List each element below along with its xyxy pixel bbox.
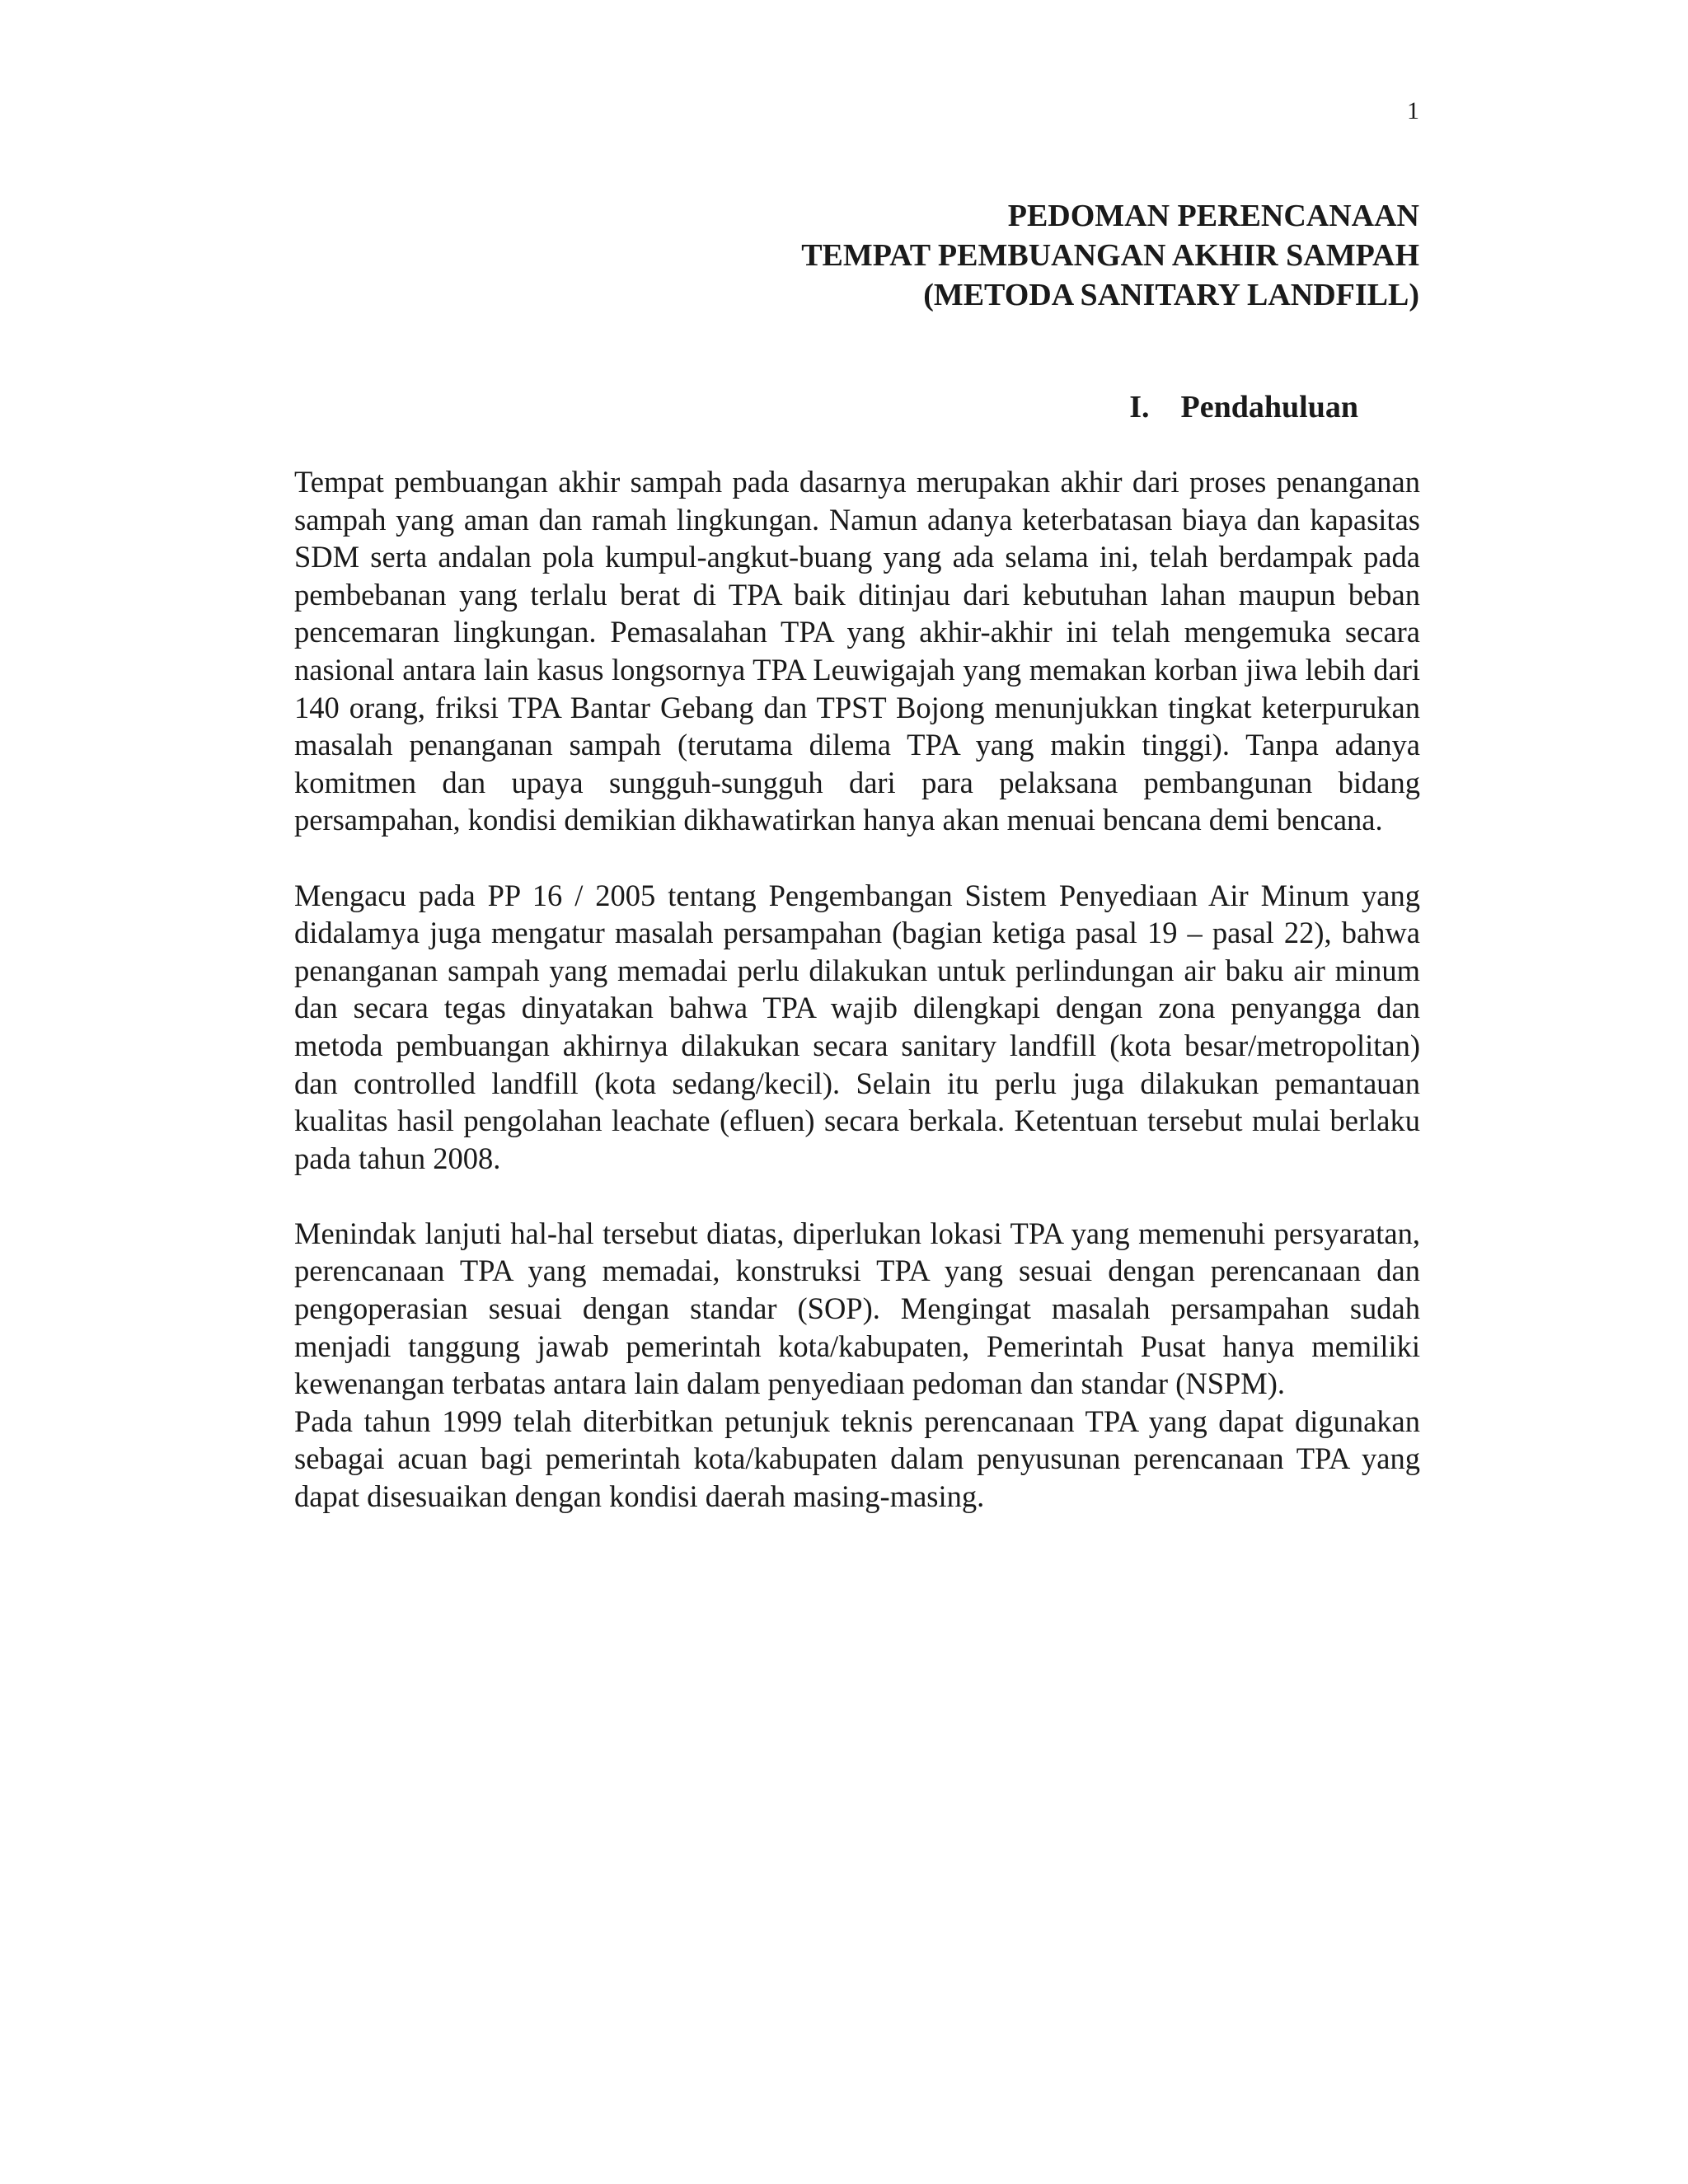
title-line-2: TEMPAT PEMBUANGAN AKHIR SAMPAH — [801, 238, 1419, 273]
title-line-3: (METODA SANITARY LANDFILL) — [923, 278, 1419, 312]
paragraph-3: Menindak lanjuti hal-hal tersebut diatas, diperlukan lokasi TPA yang memenuhi persyaratan, perencanaan TPA yang memadai, konstruksi TPA yang sesuai dengan perencanaan dan pengoperasian sesuai dengan standar (SOP). Mengingat masalah persampahan sudah menjadi tanggung jawab pemerintah kota/kabupaten, Pemerintah Pusat hanya memiliki kewenangan terbatas antara lain dalam penyediaan pedoman dan standar (NSPM). — [294, 1216, 1420, 1401]
title-line-1: PEDOMAN PERENCANAAN — [1007, 199, 1419, 233]
body-text — [294, 463, 1420, 1516]
section-title: Pendahuluan — [1180, 390, 1358, 424]
page-number: 1 — [1407, 97, 1419, 124]
paragraph-2: Mengacu pada PP 16 / 2005 tentang Pengembangan Sistem Penyediaan Air Minum yang didalamya juga mengatur masalah persampahan (bagian ketiga pasal 19 – pasal 22), bahwa penanganan sampah yang memadai perlu dilakukan untuk perlindungan air baku air minum dan secara tegas dinyatakan bahwa TPA wajib dilengkapi dengan zona penyangga dan metoda pembuangan akhirnya dilakukan secara sanitary landfill (kota besar/metropolitan) dan controlled landfill (kota sedang/kecil). Selain itu perlu juga dilakukan pemantauan kualitas hasil pengolahan leachate (efluen) secara berkala. Ketentuan tersebut mulai berlaku pada tahun 2008. — [294, 878, 1420, 1175]
paragraph-4: Pada tahun 1999 telah diterbitkan petunjuk teknis perencanaan TPA yang dapat digunakan sebagai acuan bagi pemerintah kota/kabupaten dalam penyusunan perencanaan TPA yang dapat disesuaikan dengan kondisi daerah masing-masing. — [294, 1404, 1420, 1514]
section-heading — [907, 387, 1358, 427]
section-number: I. — [1129, 390, 1150, 424]
paragraph-1: Tempat pembuangan akhir sampah pada dasarnya merupakan akhir dari proses penanganan sampah yang aman dan ramah lingkungan. Namun adanya keterbatasan biaya dan kapasitas SDM serta andalan pola kumpul-angkut-buang yang ada selama ini, telah berdampak pada pembebanan yang terlalu berat di TPA baik ditinjau dari kebutuhan lahan maupun beban pencemaran lingkungan. Pemasalahan TPA yang akhir-akhir ini telah mengemuka secara nasional antara lain kasus longsornya TPA Leuwigajah yang memakan korban jiwa lebih dari 140 orang, friksi TPA Bantar Gebang dan TPST Bojong menunjukkan tingkat keterpurukan masalah penanganan sampah (terutama dilema TPA yang makin tinggi). Tanpa adanya komitmen dan upaya sungguh-sungguh dari para pelaksana pembangunan bidang persampahan, kondisi demikian dikhawatirkan hanya akan menuai bencana demi bencana. — [294, 465, 1420, 837]
document-title — [577, 196, 1419, 315]
